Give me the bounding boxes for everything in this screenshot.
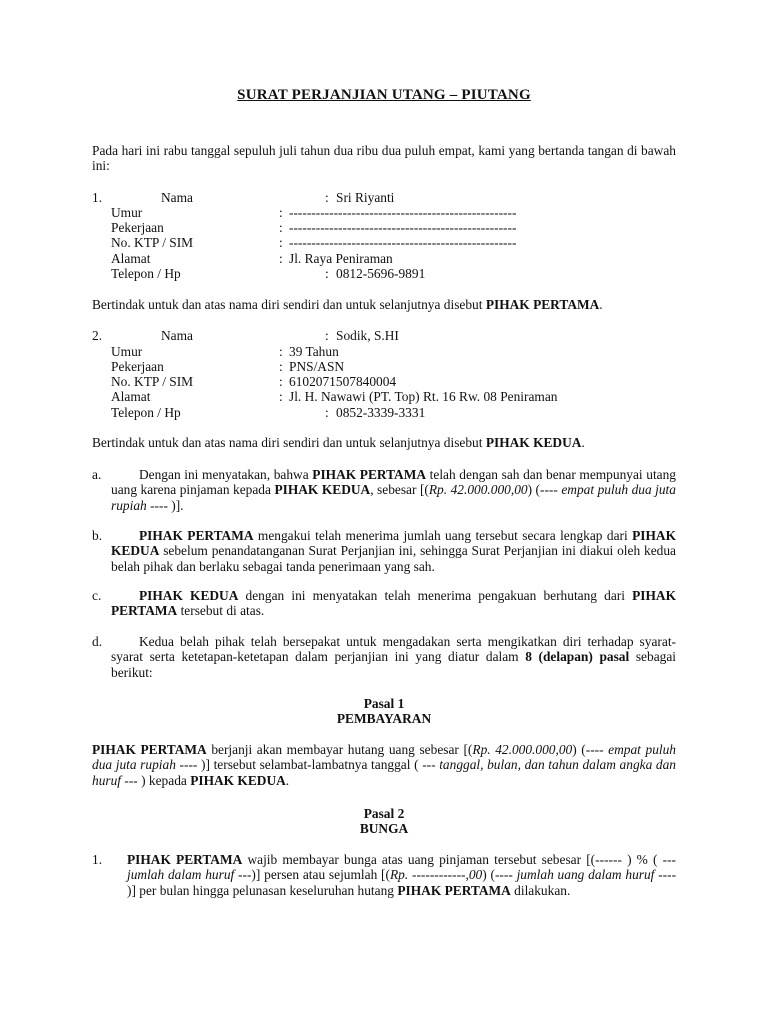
party2-age-label: Umur [111, 344, 143, 359]
clause-b-text: PIHAK PERTAMA mengakui telah menerima jumlah uang tersebut secara lengkap dari PIHAK KEDUA sebelum penandatanganan Surat Perjanjian ini, sehingga Surat Perjanjian ini diakui oleh kedua belah pihak dan berlaku sebagai tanda penerimaan yang sah. [111, 528, 676, 574]
party2-age-value: 39 Tahun [289, 344, 339, 359]
party1-age-colon: : [279, 205, 283, 220]
party2-job-label: Pekerjaan [111, 359, 164, 374]
party1-name-label: Nama [161, 190, 193, 205]
party2-role-label: PIHAK KEDUA [485, 435, 582, 450]
party1-age-value: --------------------------------------------------- [289, 205, 517, 220]
pasal1-subheading: PEMBAYARAN [336, 711, 432, 726]
clause-a-marker: a. [92, 467, 102, 482]
party1-phone-colon: : [325, 266, 329, 281]
party1-address-value: Jl. Raya Peniraman [289, 251, 393, 266]
party2-job-value: PNS/ASN [289, 359, 345, 374]
party2-ktp-colon: : [279, 374, 283, 389]
party1-phone-value: 0812-5696-9891 [336, 266, 426, 281]
pasal2-subheading: BUNGA [359, 821, 409, 836]
party1-name-colon: : [325, 190, 329, 205]
party2-address-colon: : [279, 389, 283, 404]
party1-number: 1. [92, 190, 103, 205]
party2-job-colon: : [279, 359, 283, 374]
party2-name-label: Nama [161, 328, 193, 343]
party2-phone-label: Telepon / Hp [111, 405, 181, 420]
clause-c-text: PIHAK KEDUA dengan ini menyatakan telah menerima pengakuan berhutang dari PIHAK PERTAMA tersebut di atas. [111, 588, 677, 619]
clause-b-marker: b. [92, 528, 103, 543]
intro-text: Pada hari ini rabu tanggal sepuluh juli tahun dua ribu dua puluh empat, kami yang bertanda tangan di bawah ini: [92, 143, 676, 174]
party1-role-label: PIHAK PERTAMA [485, 297, 600, 312]
intro-paragraph [92, 143, 676, 174]
clause-a-text: Dengan ini menyatakan, bahwa PIHAK PERTAMA telah dengan sah dan benar mempunyai utang uang karena pinjaman kepada PIHAK KEDUA, sebesar [(Rp. 42.000.000,00) (---- empat puluh dua juta rupiah ---- )]. [111, 467, 677, 513]
party1-job-label: Pekerjaan [111, 220, 164, 235]
clause-d-marker: d. [92, 634, 103, 649]
pasal2-heading: Pasal 2 [363, 806, 405, 821]
party1-age-label: Umur [111, 205, 143, 220]
pasal1-heading: Pasal 1 [363, 696, 405, 711]
party2-phone-value: 0852-3339-3331 [336, 405, 426, 420]
party1-ktp-colon: : [279, 235, 283, 250]
party1-ktp-label: No. KTP / SIM [111, 235, 194, 250]
party2-ktp-value: 6102071507840004 [289, 374, 397, 389]
party1-job-value: --------------------------------------------------- [289, 220, 517, 235]
party1-ktp-value: --------------------------------------------------- [289, 235, 517, 250]
party2-name-value: Sodik, S.HI [336, 328, 399, 343]
party2-name-colon: : [325, 328, 329, 343]
party2-address-label: Alamat [111, 389, 151, 404]
clause-c-marker: c. [92, 588, 102, 603]
party1-address-colon: : [279, 251, 283, 266]
party2-statement: Bertindak untuk dan atas nama diri sendiri dan untuk selanjutnya disebut PIHAK KEDUA. [92, 435, 585, 450]
party2-phone-colon: : [325, 405, 329, 420]
pasal1-text: PIHAK PERTAMA berjanji akan membayar hutang uang sebesar [(Rp. 42.000.000,00) (---- empat puluh dua juta rupiah ---- )] tersebut selambat-lambatnya tanggal ( --- tanggal, bulan, dan tahun dalam angka dan huruf --- ) kepada PIHAK KEDUA. [92, 742, 677, 788]
document-title: SURAT PERJANJIAN UTANG – PIUTANG [237, 87, 531, 103]
party2-number: 2. [92, 328, 103, 343]
party1-job-colon: : [279, 220, 283, 235]
party2-age-colon: : [279, 344, 283, 359]
party1-statement: Bertindak untuk dan atas nama diri sendiri dan untuk selanjutnya disebut PIHAK PERTAMA. [92, 297, 603, 312]
clause-d-text: Kedua belah pihak telah bersepakat untuk mengadakan serta mengikatkan diri terhadap syarat-syarat serta ketetapan-ketetapan dalam perjanjian ini yang diatur dalam 8 (delapan) pasal sebagai berikut: [111, 634, 677, 680]
party1-address-label: Alamat [111, 251, 151, 266]
party1-name-value: Sri Riyanti [336, 190, 395, 205]
party1-phone-label: Telepon / Hp [111, 266, 181, 281]
party2-address-value: Jl. H. Nawawi (PT. Top) Rt. 16 Rw. 08 Peniraman [289, 389, 558, 404]
pasal2-item-1-text: PIHAK PERTAMA wajib membayar bunga atas uang pinjaman tersebut sebesar [(------ ) % ( --- jumlah dalam huruf ---)] persen atau sejumlah [(Rp. ------------,00) (---- jumlah uang dalam huruf ---- )] per bulan hingga pelunasan keseluruhan hutang PIHAK PERTAMA dilakukan. [127, 852, 677, 898]
party2-ktp-label: No. KTP / SIM [111, 374, 194, 389]
pasal2-item-1-marker: 1. [92, 852, 103, 867]
